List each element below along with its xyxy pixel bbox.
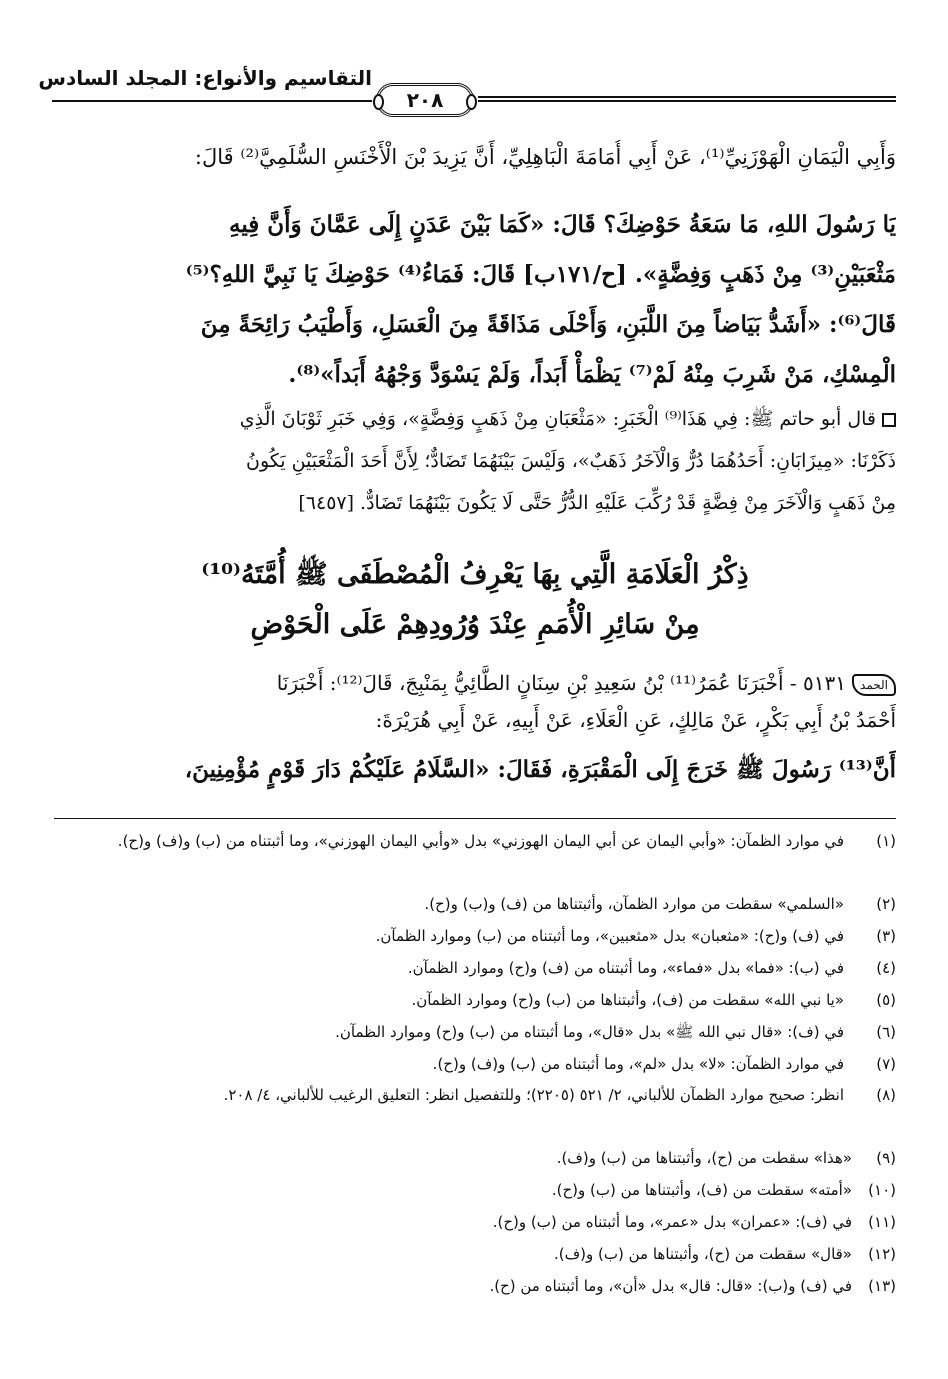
footnote-number: (٢): [876, 895, 896, 913]
footnote-number: (١): [876, 832, 896, 850]
intro-line: وَأَبِي الْيَمَانِ الْهَوْزَنِيِّ⁽¹⁾، عَنْ أَبِي أُمَامَةَ الْبَاهِلِيِّ، أَنَّ يَزِيدَ بْنَ الْأَخْنَسِ السُّلَمِيَّ⁽²⁾ قَالَ:: [194, 145, 896, 169]
header-double-rule: [478, 96, 896, 102]
footnote-text: «يا نبي الله» سقطت من (ف)، وأثبتناها من (ب) و(ح) وموارد الظمآن.: [411, 991, 844, 1009]
footnote: [54, 984, 896, 1016]
footnote-text: انظر: صحيح موارد الظمآن للألباني، ٢/ ٥٢١ (٢٢٠٥)؛ وللتفصيل انظر: التعليق الرغيب للألباني، ٤/ ٢٠٨.: [223, 1086, 844, 1104]
footnote-text: في (ف) و(ح): «مثعبان» بدل «مثعبين»، وما أثبتناه من (ب) وموارد الظمآن.: [375, 927, 844, 945]
section-heading: [54, 550, 896, 650]
abu-hatim-note: [54, 398, 896, 524]
footnote-number: (٦): [876, 1023, 896, 1041]
running-title: التقاسيم والأنواع: المجلد السادس: [38, 66, 372, 90]
footnote-number: (٥): [876, 991, 896, 1009]
isnad-line: أَحْمَدُ بْنُ أَبِي بَكْرٍ، عَنْ مَالِكٍ، عَنِ الْعَلَاءِ، عَنْ أَبِيهِ، عَنْ أَبِي هُرَيْرَةَ:: [375, 708, 896, 732]
quote-line: يَا رَسُولَ اللهِ، مَا سَعَةُ حَوْضِكَ؟ قَالَ: «كَمَا بَيْنَ عَدَنٍ إِلَى عَمَّانَ وَأَنَّ فِيهِ: [229, 211, 896, 238]
footnote-separator: [54, 818, 896, 819]
quote-line: مَثْعَبَيْنِ⁽³⁾ مِنْ ذَهَبٍ وَفِضَّةٍ». [ح/١٧١ب] قَالَ: فَمَاءُ⁽⁴⁾ حَوْضِكَ يَا نَبِيَّ اللهِ؟⁽⁵⁾: [185, 261, 896, 288]
note-line: [54, 398, 896, 440]
square-marker-icon: [882, 413, 896, 427]
footnote-text: في موارد الظمآن: «وأبي اليمان عن أبي اليمان الهوزني» بدل «وأبي اليمان الهوزني»، وما أثبتناه من (ب) و(ف) و(ح).: [117, 832, 844, 850]
footnote-text: في (ف) و(ب): «قال: قال» بدل «أن»، وما أثبتناه من (ح).: [489, 1277, 852, 1295]
note-line: مِنْ ذَهَبٍ وَالْآخَرَ مِنْ فِضَّةٍ قَدْ رُكِّبَ عَلَيْهِ الدُّرُّ حَتَّى لَا يَكُونَ بَيْنَهُمَا تَضَادٌّ. [٦٤٥٧]: [298, 492, 896, 514]
footnote: [54, 952, 896, 984]
footnote-text: «هذا» سقطت من (ح)، وأثبتناها من (ب) و(ف).: [556, 1149, 852, 1167]
note-line-text: قال أبو حاتم ﷺ: فِي هَذَا⁽⁹⁾ الْخَبَرِ: «مَثْعَبَانِ مِنْ ذَهَبٍ وَفِضَّةٍ»، وَفِي خَبَرِ ثَوْبَانَ الَّذِي: [239, 408, 876, 430]
page-number-box: [376, 83, 474, 117]
matn-line: أَنَّ⁽¹³⁾ رَسُولَ ﷺ خَرَجَ إِلَى الْمَقْبَرَةِ، فَقَالَ: «السَّلَامُ عَلَيْكُمْ دَارَ قَوْمٍ مُؤْمِنِينَ،: [184, 756, 896, 783]
footnote-text: في (ف): «قال نبي الله ﷺ» بدل «قال»، وما أثبتناه من (ب) و(ح) وموارد الظمآن.: [335, 1023, 844, 1041]
footnote-number: (٨): [876, 1086, 896, 1104]
isnad-line-text: ٥١٣١ - أَخْبَرَنَا عُمَرُ⁽¹¹⁾ بْنُ سَعِيدِ بْنِ سِنَانٍ الطَّائِيُّ بِمَنْبِجَ، قَالَ⁽¹²⁾: أَخْبَرَنَا: [276, 671, 847, 695]
footnote-number: (٩): [876, 1149, 896, 1167]
footnote: [54, 1270, 896, 1302]
footnote-number: (١١): [868, 1213, 896, 1231]
footnote: [54, 1174, 896, 1206]
footnote-number: (٧): [876, 1055, 896, 1073]
quote-line: الْمِسْكِ، مَنْ شَرِبَ مِنْهُ لَمْ⁽⁷⁾ يَظْمَأْ أَبَداً، وَلَمْ يَسْوَدَّ وَجْهُهُ أَبَداً»⁽⁸⁾.: [288, 361, 896, 388]
footnote-number: (١٢): [868, 1245, 896, 1263]
footnote: [54, 1238, 896, 1270]
footnote-text: «السلمي» سقطت من موارد الظمآن، وأثبتناها من (ف) و(ب) و(ح).: [424, 895, 844, 913]
footnote: [54, 920, 896, 952]
footnote: [54, 1016, 896, 1048]
footnote-text: في (ف): «عمران» بدل «عمر»، وما أثبتناه من (ب) و(ح).: [492, 1213, 852, 1231]
footnote-text: في (ب): «فما» بدل «فماء»، وما أثبتناه من (ف) و(ح) وموارد الظمآن.: [407, 959, 844, 977]
footnote: [54, 826, 896, 888]
quote-line: قَالَ⁽⁶⁾: «أَشَدُّ بَيَاضاً مِنَ اللَّبَنِ، وَأَحْلَى مَذَاقَةً مِنَ الْعَسَلِ، وَأَطْيَبُ رَائِحَةً مِنَ: [200, 311, 896, 338]
footnote: [54, 1080, 896, 1142]
heading-line: ذِكْرُ الْعَلَامَةِ الَّتِي بِهَا يَعْرِفُ الْمُصْطَفَى ﷺ أُمَّتَهُ⁽¹⁰⁾: [201, 559, 749, 590]
page-number: ٢٠٨: [406, 88, 444, 112]
hadith-matn: [54, 748, 896, 792]
footnote: [54, 888, 896, 920]
ornament-left: [373, 94, 384, 110]
hadith-isnad: [54, 665, 896, 739]
note-line: ذَكَرْنَا: «مِيزَابَانِ: أَحَدُهُمَا دُرٌّ وَالْآخَرُ ذَهَبٌ»، وَلَيْسَ بَيْنَهُمَا تَضَادٌّ؛ لِأَنَّ أَحَدَ الْمَثْعَبَيْنِ يَكُونُ: [246, 450, 896, 472]
isnad-line: [54, 665, 896, 702]
footnote-number: (١٠): [868, 1181, 896, 1199]
hadith-quote: [54, 200, 896, 400]
hadith-badge: الحمد: [852, 674, 896, 696]
footnote-number: (١٣): [868, 1277, 896, 1295]
footnote-text: «أمته» سقطت من (ف)، وأثبتناها من (ب) و(ح).: [551, 1181, 852, 1199]
footnote: [54, 1142, 896, 1174]
intro-paragraph: [54, 140, 896, 174]
footnote-number: (٣): [876, 927, 896, 945]
footnote-number: (٤): [876, 959, 896, 977]
heading-line: مِنْ سَائِرِ الْأُمَمِ عِنْدَ وُرُودِهِمْ عَلَى الْحَوْضِ: [250, 609, 700, 640]
footnotes: [54, 826, 896, 1302]
ornament-right: [466, 94, 477, 110]
header-rule-left: [52, 100, 372, 102]
footnote: [54, 1048, 896, 1080]
footnote: [54, 1206, 896, 1238]
footnote-text: في موارد الظمآن: «لا» بدل «لم»، وما أثبتناه من (ب) و(ف) و(ح).: [432, 1055, 844, 1073]
footnote-text: «قال» سقطت من (ح)، وأثبتناها من (ب) و(ف).: [553, 1245, 852, 1263]
